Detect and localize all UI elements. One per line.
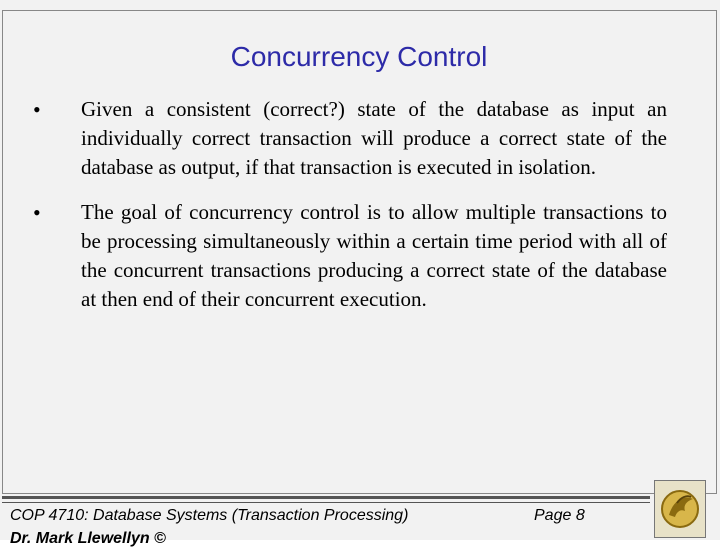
footer-course: COP 4710: Database Systems (Transaction Processing) (10, 507, 409, 524)
bullet-item (33, 198, 673, 314)
bullet-text: Given a consistent (correct?) state of the database as input an individually correct transaction will produce a correct state of the database as output, if that transaction is executed in isolation. (81, 97, 667, 179)
bullet-icon: • (33, 97, 41, 122)
bullet-list (33, 95, 673, 330)
bullet-icon: • (33, 200, 41, 225)
bullet-item (33, 95, 673, 182)
footer-author: Dr. Mark Llewellyn © (10, 530, 166, 547)
slide-title: Concurrency Control (230, 41, 488, 72)
footer-divider (2, 496, 650, 499)
page-number: Page 8 (534, 507, 585, 524)
content-panel (2, 10, 717, 494)
ucf-pegasus-logo-icon (654, 480, 706, 538)
footer-divider-thin (2, 502, 650, 503)
bullet-text: The goal of concurrency control is to allow multiple transactions to be processing simultaneously within a certain time period with all of the concurrent transactions producing a correct state of the database at then end of their concurrent execution. (81, 200, 667, 311)
